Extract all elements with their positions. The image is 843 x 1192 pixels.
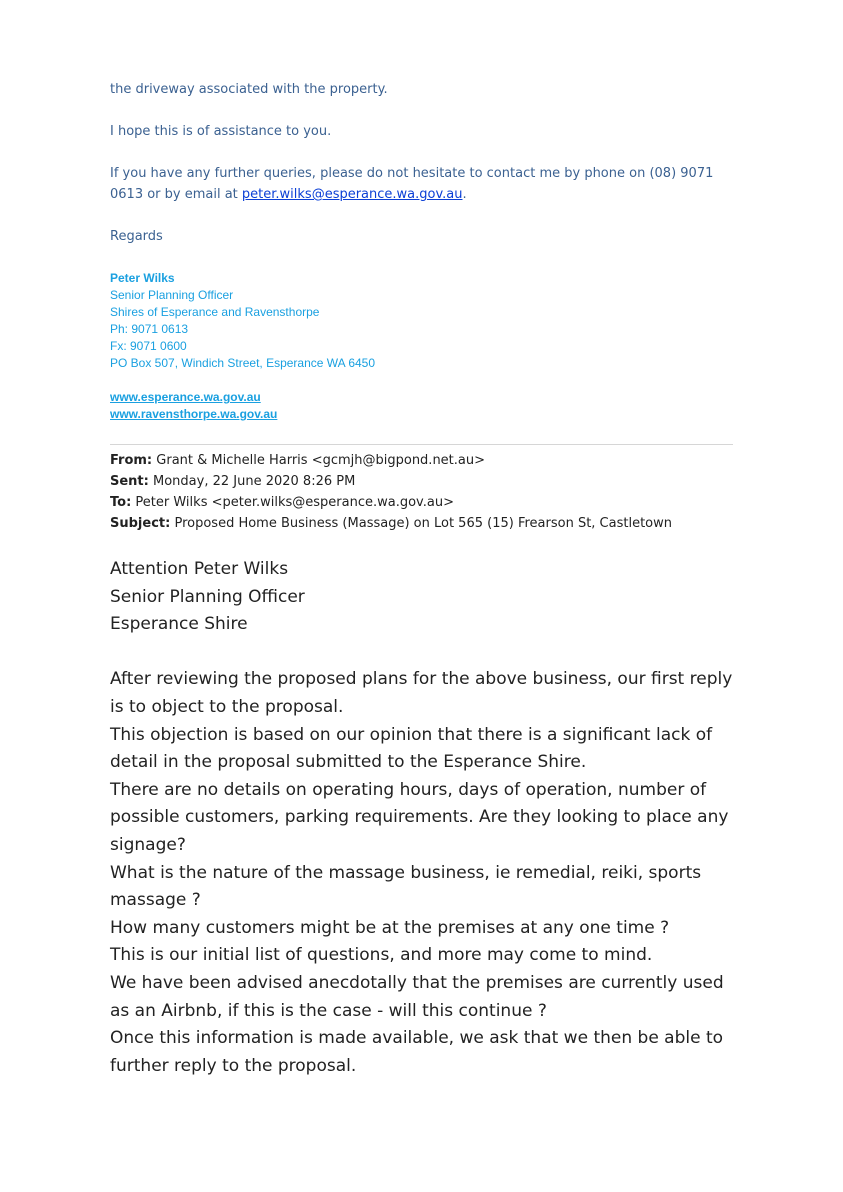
reply-line-assistance: I hope this is of assistance to you. <box>110 124 332 139</box>
header-divider <box>110 444 733 445</box>
esperance-website-link[interactable]: www.esperance.wa.gov.au <box>110 390 261 404</box>
queries-period: . <box>462 187 467 202</box>
subject-value: Proposed Home Business (Massage) on Lot 565 (15) Frearson St, Castletown <box>174 516 672 531</box>
sent-label: Sent: <box>110 474 149 489</box>
body-paragraph: This is our initial list of questions, and more may come to mind. <box>110 945 653 966</box>
reply-line-queries <box>110 163 750 205</box>
ravensthorpe-website-link[interactable]: www.ravensthorpe.wa.gov.au <box>110 407 278 421</box>
signature-org: Shires of Esperance and Ravensthorpe <box>110 305 320 319</box>
body-paragraph: After reviewing the proposed plans for the above business, our first reply is to object to the proposal. <box>110 669 733 717</box>
body-paragraph: How many customers might be at the premises at any one time ? <box>110 917 670 938</box>
body-paragraph: Once this information is made available, we ask that we then be able to further reply to the proposal. <box>110 1028 724 1076</box>
reply-line-driveway: the driveway associated with the property. <box>110 82 388 97</box>
email-header <box>110 450 750 534</box>
sent-value: Monday, 22 June 2020 8:26 PM <box>153 474 356 489</box>
from-value: Grant & Michelle Harris <gcmjh@bigpond.net.au> <box>156 453 486 468</box>
body-paragraph: What is the nature of the massage business, ie remedial, reiki, sports massage ? <box>110 862 702 911</box>
body-paragraph: There are no details on operating hours, days of operation, number of possible customers, parking requirements. Are they looking to place any signage? <box>110 779 729 855</box>
recipient-shire: Esperance Shire <box>110 614 248 635</box>
from-row <box>110 450 750 471</box>
to-label: To: <box>110 495 132 510</box>
sent-row <box>110 471 750 492</box>
signature-phone: Ph: 9071 0613 <box>110 322 189 336</box>
attention-line: Attention Peter Wilks <box>110 559 289 579</box>
to-value: Peter Wilks <peter.wilks@esperance.wa.gov.au> <box>135 495 454 510</box>
signature-fax: Fx: 9071 0600 <box>110 339 187 353</box>
body-paragraph: This objection is based on our opinion that there is a significant lack of detail in the proposal submitted to the Esperance Shire. <box>110 724 713 773</box>
email-link[interactable]: peter.wilks@esperance.wa.gov.au <box>241 187 463 202</box>
to-row <box>110 492 750 513</box>
subject-row <box>110 513 750 534</box>
body-paragraph: We have been advised anecdotally that the premises are currently used as an Airbnb, if this is the case - will this continue ? <box>110 972 724 1021</box>
signature-address: PO Box 507, Windich Street, Esperance WA 6450 <box>110 356 376 370</box>
signature-name: Peter Wilks <box>110 271 175 285</box>
from-label: From: <box>110 453 153 468</box>
regards-text: Regards <box>110 229 163 244</box>
email-body <box>110 556 735 1080</box>
queries-text: If you have any further queries, please do not hesitate to contact me by phone on (08) 9071 0613 or by email at <box>110 166 714 202</box>
subject-label: Subject: <box>110 516 171 531</box>
recipient-role: Senior Planning Officer <box>110 586 305 607</box>
email-signature <box>110 270 610 423</box>
signature-title: Senior Planning Officer <box>110 288 234 302</box>
reply-text <box>110 79 750 247</box>
